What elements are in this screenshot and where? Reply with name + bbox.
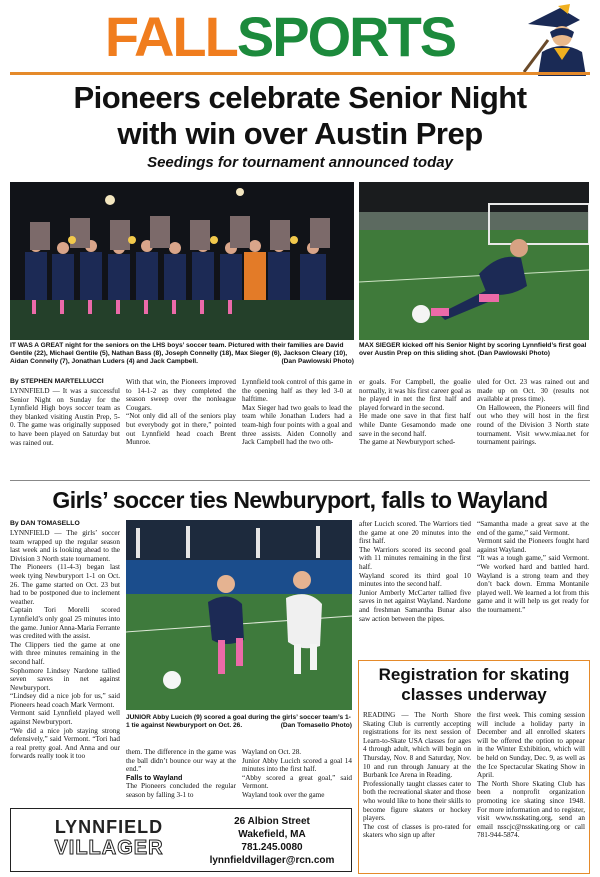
- story3-column-1: READING — The North Shore Skating Club is currently accepting registrations for its next session of Learn-to-Skate USA classes for ages 4 through adult, which will begin on Thursday, Nov. 8 and Saturday, Nov. 10 and run through January at the Burbank Ice Arena in Reading. Professionally taught classes cater to both the recreational skater and those who would like to hone their skills to become figure skaters or hockey players. The cost of classes is pro-rated for skaters who sign up after: [363, 711, 471, 840]
- story2-photo-caption: [126, 714, 352, 730]
- villager-logo-top: LYNNFIELD: [54, 817, 164, 837]
- story2-falls-subhead: Falls to Wayland: [126, 772, 183, 782]
- photo2-caption: MAX SIEGER kicked off his Senior Night by scoring Lynnfield’s first goal over Austin Prep on this sliding shot. (Dan Pawlowski Photo): [359, 342, 587, 357]
- story2-column-2: [126, 748, 236, 800]
- story1-column-5: uled for Oct. 23 was rained out and made up on Oct. 30 (results not available at press time). On Halloween, the Pioneers will find out who they will host in the first round of the Division 3 North state tournament. Visit www.miaa.net for tournament pairings.: [477, 378, 589, 447]
- villager-address2: Wakefield, MA: [238, 829, 306, 840]
- villager-ad-box: [10, 808, 352, 872]
- story2-column-3: Wayland on Oct. 28. Junior Abby Lucich scored a goal 14 minutes into the first half. “Abby scored a great goal,” said Vermont. Wayland took over the game: [242, 748, 352, 799]
- story1-byline: By STEPHEN MARTELLUCCI: [10, 378, 104, 385]
- story3-column-2: the first week. This coming session will include a holiday party in December and all enrolled skaters will be offered the option to appear in the Winter Exhibition, which will be held on Sunday, Dec. 9, as well as the Ice Spectacular Skating Show in April. The North Shore Skating Club has been a nonprofit organization promoting ice skating since 1948. For more information and to register, visit www.nsskating.org, send an email nsscjc@nsskating.org or call 781-944-5874.: [477, 711, 585, 840]
- story2-photo-credit: (Dan Tomasello Photo): [280, 722, 352, 729]
- story1-column-4: er goals. For Campbell, the goalie normally, it was his first career goal as he played in net the first half and played forward in the second. He made one save in that first half while Dante Gesamondo made one save in the second half. The game at Newburyport sched-: [359, 378, 471, 447]
- villager-contact: [197, 815, 347, 867]
- villager-phone: 781.245.0080: [241, 842, 303, 853]
- story1-column-3: Lynnfield took control of this game in the opening half as they led 3-0 at halftime. Max Sieger had two goals to lead the team while Jonathan Luders had a team-high four points with a goal and three assists. Aiden Connolly and Jack Campbell had the two oth-: [242, 378, 352, 447]
- abby-lucich-photo: [126, 520, 352, 710]
- max-sieger-sliding-shot-photo: [359, 182, 589, 340]
- masthead-sports: SPORTS: [236, 5, 456, 68]
- story1-headline-line2: with win over Austin Prep: [117, 116, 483, 151]
- story2-column-2-text: them. The difference in the game was the ball didn’t bounce our way at the end.”: [126, 748, 236, 774]
- villager-logo: [29, 817, 189, 863]
- story1-column-2: With that win, the Pioneers improved to 14-1-2 as they completed the season sweep over the nonleague Cougars. “Not only did all of the seniors play but everybody got in there,” pointed out Lynnfield head coach Brent Munroe.: [126, 378, 236, 447]
- story2-column-4: after Lucich scored. The Warriors tied the game at one 20 minutes into the first half. The Warriors scored its second goal with 11 minutes remaining in the first half. Wayland scored its third goal 10 minutes into the second half. Junior Amberly McCarter tallied five saves in net against Wayland. Nardone and freshman Samantha Bunar also saw action between the pipes.: [359, 520, 471, 623]
- masthead-rule: [10, 72, 590, 75]
- pioneer-mascot-icon: [520, 2, 594, 76]
- story2-column-5: “Samantha made a great save at the end of the game,” said Vermont. Vermont said the Pioneers fought hard against Wayland. “It was a tough game,” said Vermont. “We worked hard and battled hard. Wayland is a strong team and they don’t back down. Emma Montanile played well. We learned a lot from this game and it will help us get ready for the tournament.”: [477, 520, 589, 614]
- villager-address1: 26 Albion Street: [234, 816, 310, 827]
- villager-email: lynnfieldvillager@rcn.com: [209, 855, 335, 866]
- photo1-caption: [10, 342, 354, 366]
- story1-subhead: Seedings for tournament announced today: [147, 154, 453, 171]
- masthead-title: [30, 5, 530, 68]
- photo1-caption-text: IT WAS A GREAT night for the seniors on the LHS boys’ soccer team. Pictured with their families are David Gentile (22), Michael Gentile (5), Nathan Bass (8), Joseph Connelly (18), Max Sieger (6), Jackson Cleary (10), Aidan Connelly (7), Jonathan Luders (4) and Jack Campbell.: [10, 342, 348, 365]
- senior-night-team-photo: [10, 182, 354, 340]
- villager-logo-bottom: VILLAGER: [54, 837, 164, 859]
- story2-column-2b-text: The Pioneers concluded the regular season by falling 3-1 to: [126, 782, 236, 799]
- story2-headline: Girls’ soccer ties Newburyport, falls to Wayland: [52, 487, 548, 513]
- story3-headline: Registration for skating classes underway: [378, 665, 570, 704]
- story1-column-1: LYNNFIELD — It was a successful Senior Night on Sunday for the Lynnfield High boys soccer team as they blanked visiting Austin Prep, 5-0. The game was originally supposed to have been played on Saturday but was rained out.: [10, 387, 120, 447]
- photo1-credit: (Dan Pawlowski Photo): [281, 358, 354, 365]
- story2-photo-caption-text: JUNIOR Abby Lucich (9) scored a goal during the girls’ soccer team’s 1-1 tie against Newburyport on Oct. 26.: [126, 714, 351, 729]
- story2-column-1: LYNNFIELD — The girls’ soccer team wrapped up the regular season last week and is looking ahead to the Division 3 North state tournament. The Pioneers (11-4-3) began last week tying Newburyport 1-1 on Oct. 26. The game started on Oct. 23 but had to be postponed due to inclement weather. Captain Tori Morelli scored Lynnfield’s only goal 25 minutes into the game. Junior Anna-Maria Ferrante was credited with the assist. The Clippers tied the game at one with three minutes remaining in the second half. Sophomore Lindsey Nardone tallied seven saves in net against Newburyport. “Lindsey did a nice job for us,” said Pioneers head coach Mark Vermont. Vermont said Lynnfield played well against Newburyport. “We did a nice job staying strong defensively,” said Vermont. “Tori had a real pretty goal. And Anna and our forwards really took it too: [10, 529, 120, 761]
- story2-byline: By DAN TOMASELLO: [10, 520, 80, 527]
- skating-story-box: [358, 660, 590, 874]
- section-divider: [10, 480, 590, 481]
- story1-headline-line1: Pioneers celebrate Senior Night: [73, 80, 527, 115]
- masthead-fall: FALL: [104, 5, 237, 68]
- story1-headline: [10, 80, 590, 152]
